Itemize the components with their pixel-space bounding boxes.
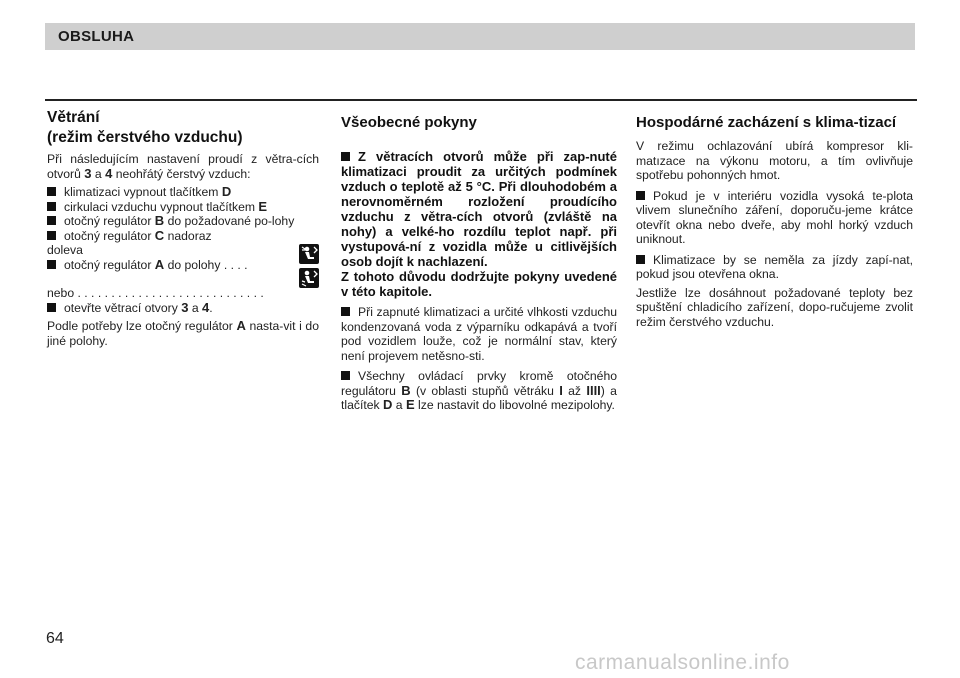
bullet-square-icon bbox=[47, 303, 56, 312]
list-item: klimatizaci vypnout tlačítkem D bbox=[47, 185, 319, 200]
section-title: OBSLUHA bbox=[58, 28, 135, 45]
economical-para-1: V režimu ochlazování ubírá kompresor kli-matızace na výkonu motoru, a tím ovlivňuje spotřebu pohonných hmot. bbox=[636, 139, 913, 182]
ventilation-intro: Při následujícím nastavení proudí z větra-cích otvorů 3 a 4 neohřátý čerstvý vzduch: bbox=[47, 152, 319, 181]
bullet-square-icon bbox=[341, 307, 350, 316]
bullet-square-icon bbox=[47, 187, 56, 196]
economical-para-3: Klimatizace by se neměla za jízdy zapí-nat, pokud jsou otevřena okna. bbox=[636, 252, 913, 281]
ventilation-heading: Větrání bbox=[47, 109, 100, 126]
economical-para-4: Jestliže lze dosáhnout požadované teploty bez spuštění chladicího zařízení, dopo-ručujeme zvolit režim čerstvého vzduchu. bbox=[636, 285, 913, 329]
list-item: cirkulaci vzduchu vypnout tlačítkem E bbox=[47, 200, 319, 215]
general-heading: Všeobecné pokyny bbox=[341, 114, 477, 131]
bullet-square-icon bbox=[636, 255, 645, 264]
list-item: otevřte větrací otvory 3 a 4. bbox=[47, 301, 319, 316]
page-number: 64 bbox=[46, 630, 64, 647]
section-header-bar bbox=[45, 23, 915, 50]
economical-heading: Hospodárné zacházení s klima-tizací bbox=[636, 114, 897, 131]
bullet-square-icon bbox=[47, 202, 56, 211]
column-general-instructions bbox=[341, 113, 617, 413]
air-distribution-face-icon bbox=[299, 244, 319, 264]
list-item: otočný regulátor A do polohy . . . . bbox=[47, 258, 319, 273]
nebo-line: nebo . . . . . . . . . . . . . . . . . . . . . . . . . . . . bbox=[47, 286, 319, 301]
list-item: otočný regulátor C nadoraz doleva bbox=[47, 227, 212, 257]
bullet-square-icon bbox=[341, 152, 350, 161]
list-item: otočný regulátor B do požadované po-lohy bbox=[47, 214, 319, 229]
column-ventilation bbox=[47, 108, 319, 348]
air-distribution-face-feet-icon bbox=[299, 268, 319, 288]
bullet-square-icon bbox=[47, 216, 56, 225]
bullet-square-icon bbox=[47, 260, 56, 269]
controls-paragraph: Všechny ovládací prvky kromě otočného regulátoru B (v oblasti stupňů větráku I až IIII) a tlačítek D a E lze nastavit do libovolné mezipolohy. bbox=[341, 369, 617, 412]
bullet-square-icon bbox=[636, 191, 645, 200]
column-economical-use bbox=[636, 113, 913, 329]
economical-para-2: Pokud je v interiéru vozidla vysoká te-plota vlivem slunečního záření, doporuču-jeme krátce otevřít okna nebo dveře, aby mohl horký vzduch uniknout. bbox=[636, 188, 913, 246]
bullet-square-icon bbox=[47, 231, 56, 240]
ventilation-closing: Podle potřeby lze otočný regulátor A nasta-vit i do jiné polohy. bbox=[47, 318, 319, 348]
ventilation-subheading: (režim čerstvého vzduchu) bbox=[47, 129, 243, 146]
warning-paragraph: Z větracích otvorů může při zap-nuté klimatizaci proudit za určitých podmínek vzduch o teplotě až 5 °C. Při dlouhodobém a nerovnoměrném rozložení proudícího vzduchu z větra-cích otvorů (zvláště na nohy) a velké-ho rozdílu teplot např. při vystupová-ní z vozidla může u citlivějších osob dojít k nachlazení. bbox=[341, 149, 617, 269]
watermark: carmanualsonline.info bbox=[575, 651, 790, 674]
warning-emphasis: Z tohoto důvodu dodržujte pokyny uvedené v této kapitole. bbox=[341, 269, 617, 299]
condensation-paragraph: Při zapnuté klimatizaci a určité vlhkosti vzduchu kondenzovaná voda z výparníku odkapává a tvoří pod vozidlem louže, což je normální stav, který není projevem netěsno-sti. bbox=[341, 305, 617, 363]
divider-rule bbox=[45, 99, 917, 101]
bullet-square-icon bbox=[341, 371, 350, 380]
